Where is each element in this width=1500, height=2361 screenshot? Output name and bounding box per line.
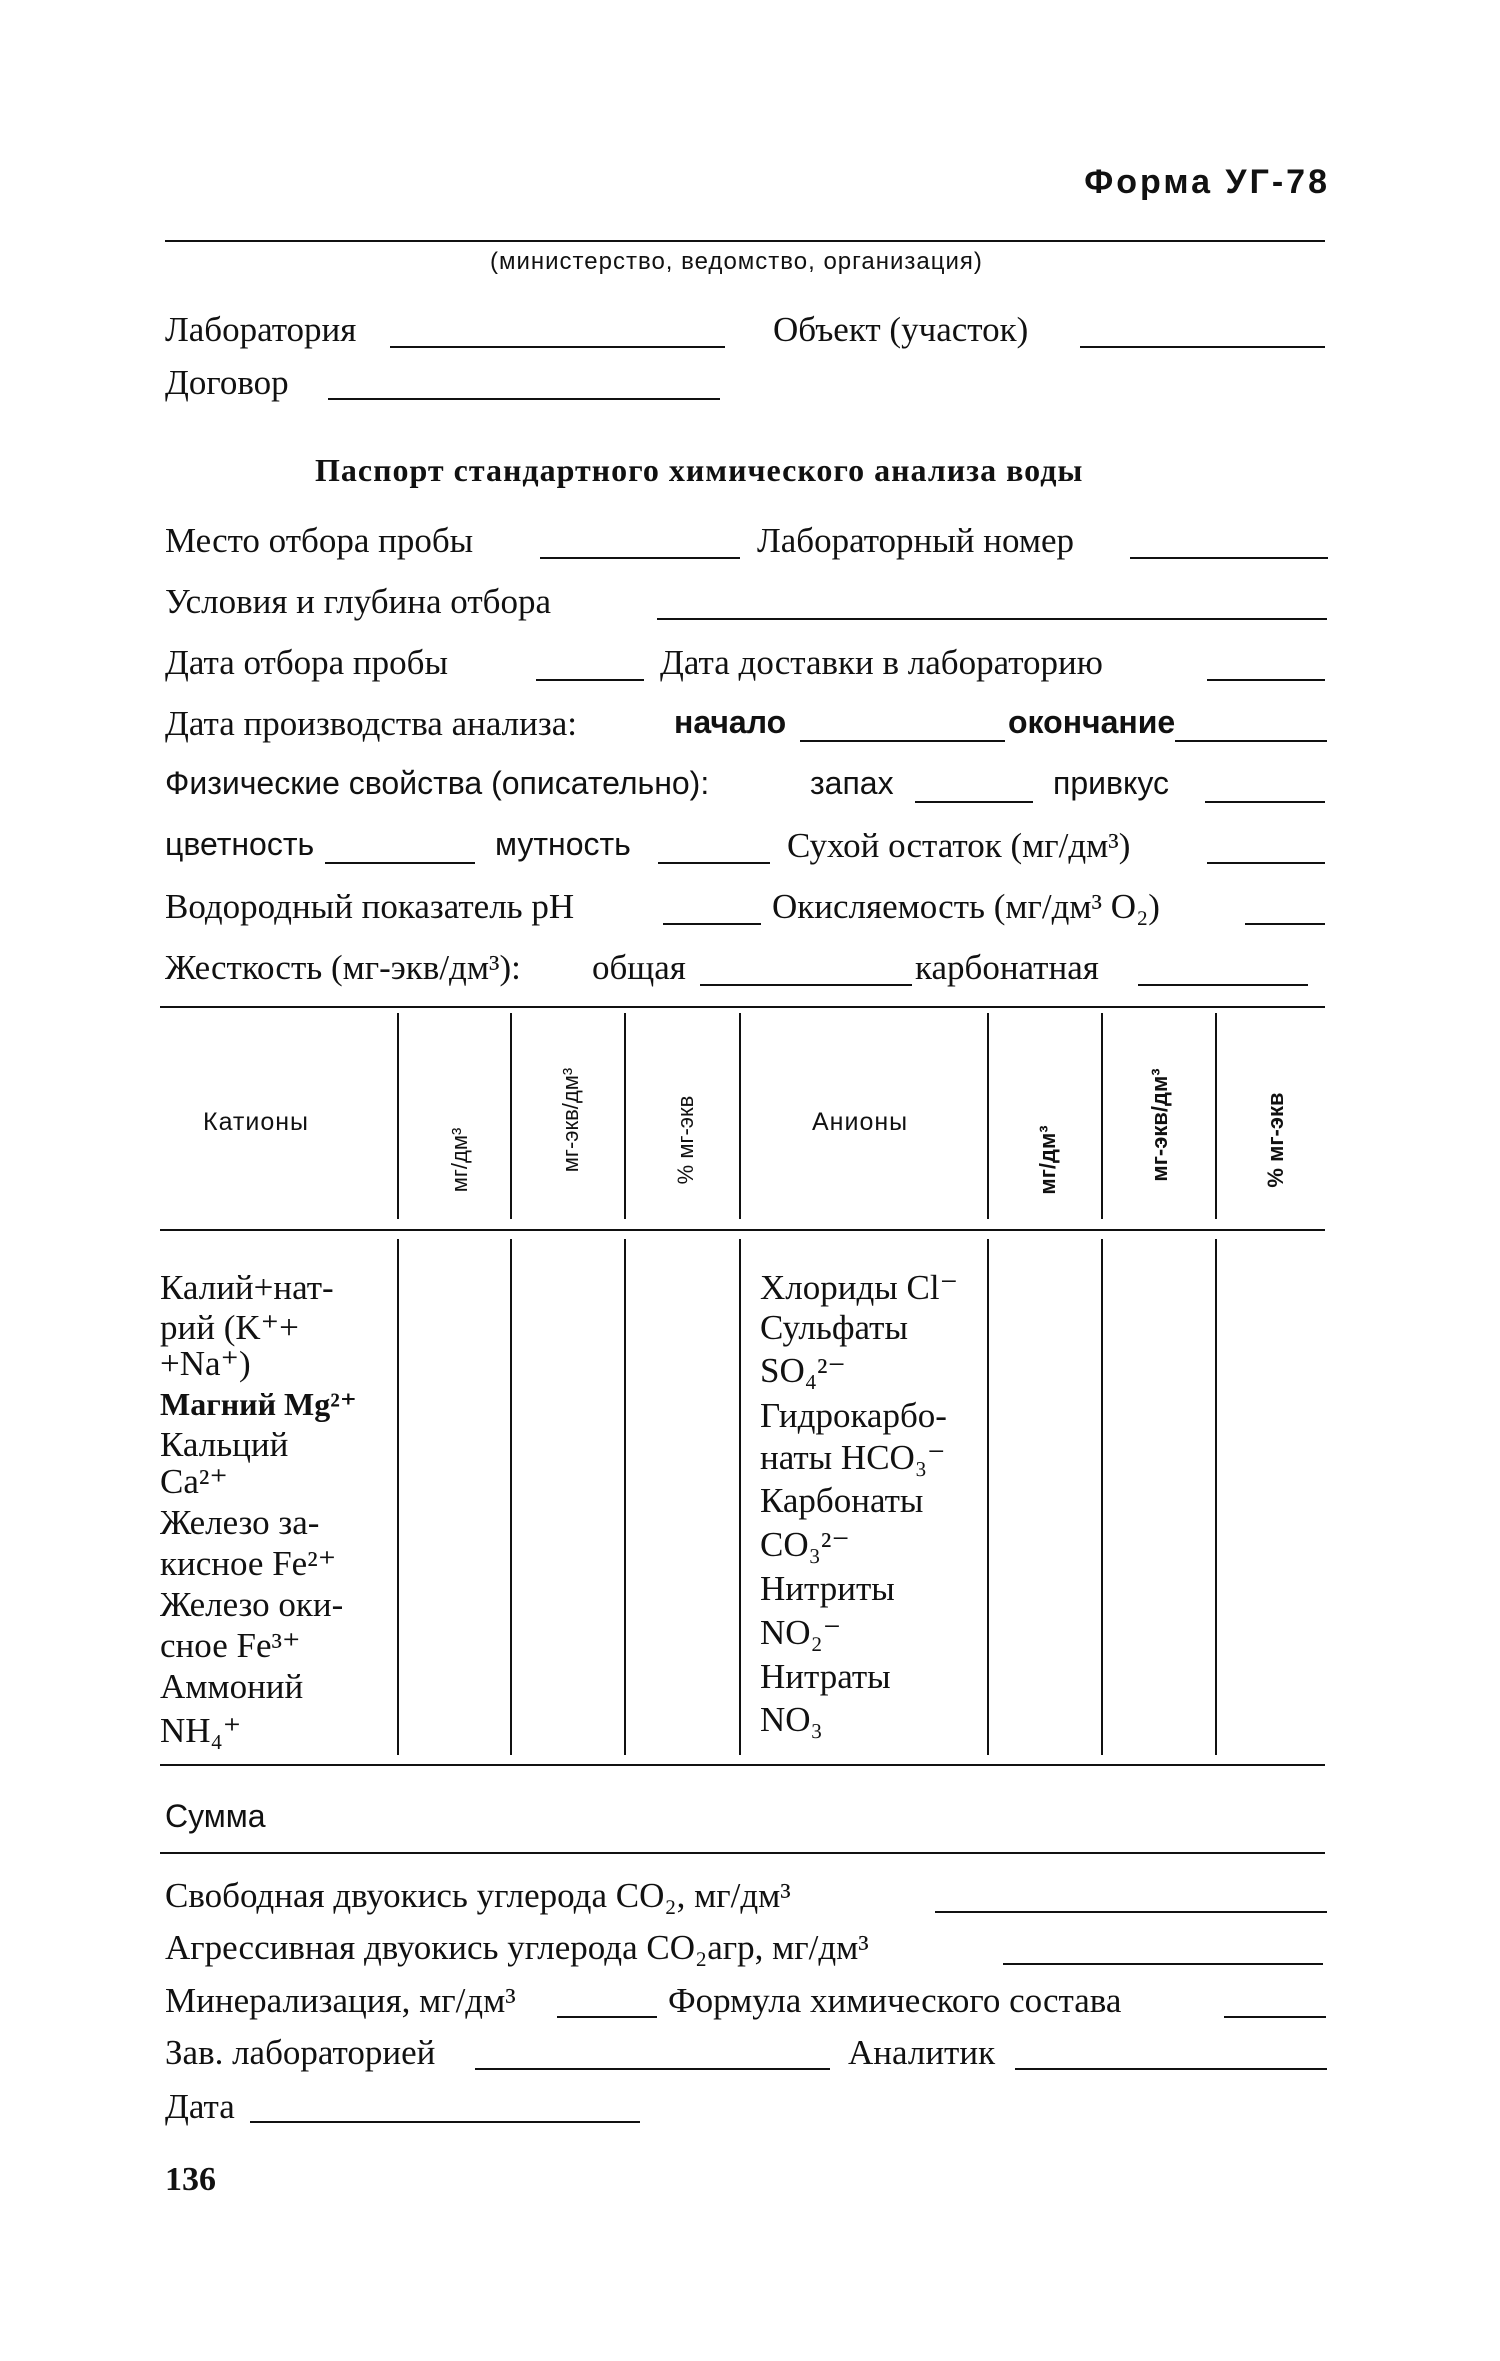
delivery-date-label: Дата доставки в лабораторию bbox=[660, 643, 1103, 682]
cations-header: Катионы bbox=[203, 1108, 310, 1136]
list-item: Нитриты bbox=[760, 1569, 895, 1608]
anions-header: Анионы bbox=[812, 1108, 909, 1136]
taste-label: привкус bbox=[1053, 765, 1169, 801]
analyst-field[interactable] bbox=[1015, 2068, 1327, 2070]
lab-number-field[interactable] bbox=[1130, 557, 1328, 559]
list-item: NO₂⁻ bbox=[760, 1613, 842, 1652]
sampling-place-field[interactable] bbox=[540, 557, 740, 559]
laboratory-field[interactable] bbox=[390, 346, 725, 348]
color-field[interactable] bbox=[325, 862, 475, 864]
org-line[interactable] bbox=[165, 240, 1325, 242]
list-item: Железо за- bbox=[160, 1503, 320, 1542]
list-item: наты HCO₃⁻ bbox=[760, 1438, 946, 1477]
lab-number-label: Лабораторный номер bbox=[757, 521, 1075, 560]
col-divider bbox=[1101, 1013, 1103, 1219]
col-divider bbox=[510, 1239, 512, 1755]
list-item: +Na⁺) bbox=[160, 1344, 251, 1383]
col-header-mg-dm3: мг/дм³ bbox=[1035, 1125, 1060, 1195]
conditions-depth-label: Условия и глубина отбора bbox=[165, 582, 551, 621]
oxidizability-label: Окисляемость (мг/дм³ O₂) bbox=[772, 887, 1160, 926]
end-field[interactable] bbox=[1175, 740, 1327, 742]
object-field[interactable] bbox=[1080, 346, 1325, 348]
list-item: NH₄⁺ bbox=[160, 1711, 242, 1750]
list-item: Калий+нат- bbox=[160, 1268, 334, 1307]
col-header-mg-eq-dm3: мг-экв/дм³ bbox=[1147, 1068, 1172, 1182]
date-field[interactable] bbox=[250, 2121, 640, 2123]
carbonate-label: карбонатная bbox=[915, 948, 1099, 987]
list-item: кисное Fe²⁺ bbox=[160, 1544, 337, 1583]
head-lab-label: Зав. лабораторией bbox=[165, 2033, 436, 2072]
list-item: Ca²⁺ bbox=[160, 1462, 228, 1501]
col-divider bbox=[510, 1013, 512, 1219]
col-divider bbox=[1215, 1013, 1217, 1219]
form-code: Форма УГ-78 bbox=[1084, 163, 1330, 201]
ph-field[interactable] bbox=[663, 923, 761, 925]
delivery-date-field[interactable] bbox=[1207, 679, 1325, 681]
head-lab-field[interactable] bbox=[475, 2068, 830, 2070]
hardness-label: Жесткость (мг-экв/дм³): bbox=[165, 948, 521, 987]
table-header-bottom-line bbox=[160, 1229, 1325, 1231]
cations-list bbox=[160, 1266, 392, 1752]
list-item: Карбонаты bbox=[760, 1481, 924, 1520]
page-number: 136 bbox=[165, 2161, 216, 2198]
table-top-line bbox=[160, 1006, 1325, 1008]
col-header-mg-dm3: мг/дм³ bbox=[447, 1127, 472, 1193]
contract-label: Договор bbox=[165, 363, 289, 402]
col-divider bbox=[397, 1239, 399, 1755]
total-field[interactable] bbox=[700, 984, 912, 986]
org-caption: (министерство, ведомство, организация) bbox=[490, 248, 983, 275]
aggressive-co2-field[interactable] bbox=[1003, 1963, 1323, 1965]
col-header-pct-mg-eq: % мг-экв bbox=[1263, 1092, 1288, 1188]
col-divider bbox=[987, 1013, 989, 1219]
contract-field[interactable] bbox=[328, 398, 720, 400]
list-item: Гидрокарбо- bbox=[760, 1396, 947, 1435]
list-item: Железо оки- bbox=[160, 1585, 344, 1624]
conditions-depth-field[interactable] bbox=[657, 618, 1327, 620]
laboratory-label: Лаборатория bbox=[165, 310, 357, 349]
color-label: цветность bbox=[165, 826, 315, 862]
analyst-label: Аналитик bbox=[848, 2033, 996, 2072]
list-item: Хлориды Cl⁻ bbox=[760, 1268, 959, 1307]
ph-label: Водородный показатель pH bbox=[165, 887, 575, 926]
list-item: CO₃²⁻ bbox=[760, 1525, 850, 1564]
list-item: сное Fe³⁺ bbox=[160, 1626, 301, 1665]
col-divider bbox=[397, 1013, 399, 1219]
list-item: Магний Mg²⁺ bbox=[160, 1386, 357, 1422]
smell-label: запах bbox=[810, 765, 894, 801]
sampling-date-label: Дата отбора пробы bbox=[165, 643, 448, 682]
sum-line[interactable] bbox=[160, 1852, 1325, 1854]
sampling-place-label: Место отбора пробы bbox=[165, 521, 474, 560]
col-divider bbox=[624, 1239, 626, 1755]
total-label: общая bbox=[592, 948, 686, 987]
col-divider bbox=[624, 1013, 626, 1219]
mineralization-label: Минерализация, мг/дм³ bbox=[165, 1981, 516, 2020]
carbonate-field[interactable] bbox=[1138, 984, 1308, 986]
formula-field[interactable] bbox=[1224, 2016, 1326, 2018]
turbidity-label: мутность bbox=[495, 826, 631, 862]
free-co2-field[interactable] bbox=[935, 1911, 1327, 1913]
free-co2-label: Свободная двуокись углерода CO₂, мг/дм³ bbox=[165, 1876, 791, 1915]
col-header-mg-eq-dm3: мг-экв/дм³ bbox=[558, 1067, 583, 1173]
dry-residue-label: Сухой остаток (мг/дм³) bbox=[787, 826, 1131, 865]
object-label: Объект (участок) bbox=[773, 310, 1029, 349]
table-bottom-line bbox=[160, 1764, 1325, 1766]
analysis-dates-label: Дата производства анализа: bbox=[165, 704, 577, 743]
list-item: Аммоний bbox=[160, 1667, 304, 1706]
list-item: SO₄²⁻ bbox=[760, 1351, 846, 1390]
list-item: Кальций bbox=[160, 1425, 289, 1464]
aggressive-co2-label: Агрессивная двуокись углерода CO₂агр, мг/дм³ bbox=[165, 1928, 869, 1967]
end-label: окончание bbox=[1008, 704, 1176, 740]
turbidity-field[interactable] bbox=[658, 862, 770, 864]
list-item: NO₃ bbox=[760, 1700, 823, 1739]
col-header-pct-mg-eq: % мг-экв bbox=[673, 1095, 698, 1185]
col-divider bbox=[739, 1013, 741, 1219]
col-divider bbox=[987, 1239, 989, 1755]
anions-list bbox=[760, 1268, 985, 1740]
sum-label: Сумма bbox=[165, 1798, 266, 1834]
list-item: рий (K⁺+ bbox=[160, 1308, 299, 1347]
list-item: Сульфаты bbox=[760, 1308, 908, 1347]
physical-label: Физические свойства (описательно): bbox=[165, 765, 710, 801]
page-title: Паспорт стандартного химического анализа воды bbox=[315, 452, 1084, 488]
col-divider bbox=[739, 1239, 741, 1755]
oxidizability-field[interactable] bbox=[1245, 923, 1325, 925]
taste-field[interactable] bbox=[1205, 801, 1325, 803]
sampling-date-field[interactable] bbox=[536, 679, 644, 681]
smell-field[interactable] bbox=[915, 801, 1033, 803]
list-item: Нитраты bbox=[760, 1657, 891, 1696]
start-field[interactable] bbox=[800, 740, 1005, 742]
formula-label: Формула химического состава bbox=[668, 1981, 1122, 2020]
mineralization-field[interactable] bbox=[557, 2016, 657, 2018]
col-divider bbox=[1215, 1239, 1217, 1755]
start-label: начало bbox=[674, 704, 787, 740]
dry-residue-field[interactable] bbox=[1207, 862, 1325, 864]
date-label: Дата bbox=[165, 2087, 235, 2126]
col-divider bbox=[1101, 1239, 1103, 1755]
